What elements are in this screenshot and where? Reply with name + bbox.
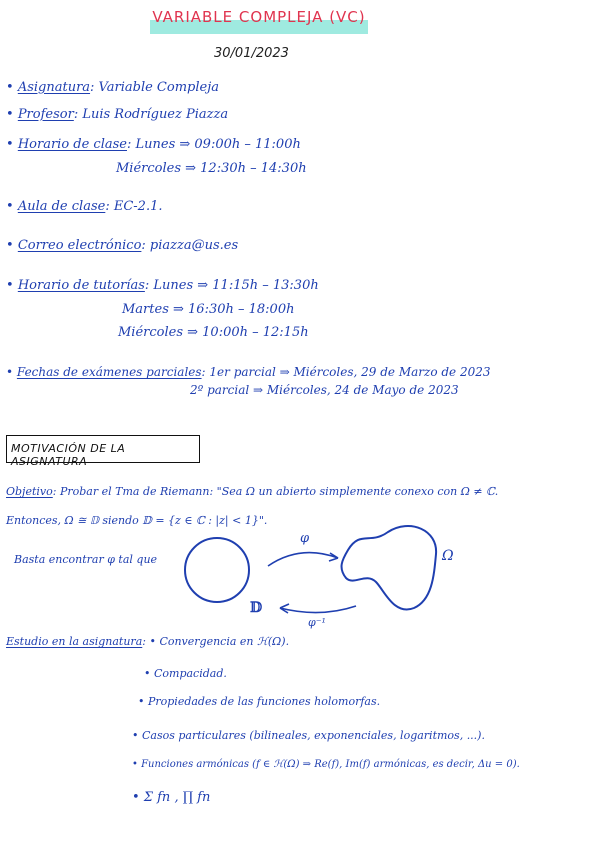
info-correo: • Correo electrónico: piazza@us.es — [6, 238, 239, 253]
info-aula: • Aula de clase: EC-2.1. — [6, 199, 163, 214]
objetivo-label: Objetivo — [6, 485, 53, 498]
correo-value: : piazza@us.es — [141, 238, 239, 253]
info-asignatura: • Asignatura: Variable Compleja — [6, 80, 219, 95]
profesor-label: Profesor — [17, 107, 74, 122]
omega-region — [342, 526, 437, 609]
fechas-line-1: : 1er parcial ⇒ Miércoles, 29 de Marzo de 2023 — [201, 365, 491, 379]
estudio-label: Estudio en la asignatura — [6, 635, 143, 648]
objetivo-line — [6, 485, 498, 498]
estudio-line-1 — [6, 635, 289, 648]
estudio-item-6: • Σ fn , ∏ fn — [132, 790, 211, 805]
tutorias-label: Horario de tutorías — [17, 278, 145, 293]
estudio-item-1: : • Convergencia en ℋ(Ω). — [142, 635, 290, 648]
estudio-item-2: • Compacidad. — [144, 667, 227, 680]
correo-label: Correo electrónico — [17, 238, 142, 253]
motivacion-heading-box — [6, 435, 200, 468]
tutorias-line-3: Miércoles ⇒ 10:00h – 12:15h — [118, 325, 309, 340]
asignatura-value: : Variable Compleja — [90, 80, 219, 95]
fechas-label: Fechas de exámenes parciales — [16, 365, 202, 379]
page-title: VARIABLE COMPLEJA (VC) — [152, 8, 366, 26]
objetivo-text: : Probar el Tma de Riemann: "Sea Ω un abierto simplemente conexo con Ω ≠ ℂ. — [52, 485, 499, 498]
omega-label: Ω — [442, 548, 454, 564]
title-block — [150, 8, 368, 36]
phi-inverse-arrow — [280, 606, 356, 613]
asignatura-label: Asignatura — [17, 80, 91, 95]
unit-disk — [185, 538, 249, 602]
horario-clase-line-2: Miércoles ⇒ 12:30h – 14:30h — [116, 161, 307, 176]
horario-clase-label: Horario de clase — [17, 137, 127, 152]
motivacion-heading: MOTIVACIÓN DE LA ASIGNATURA — [11, 442, 126, 468]
fechas-line-2: 2º parcial ⇒ Miércoles, 24 de Mayo de 2023 — [190, 383, 459, 397]
aula-label: Aula de clase — [17, 199, 106, 214]
aula-value: : EC-2.1. — [105, 199, 163, 214]
info-horario-tutorias: • Horario de tutorías: Lunes ⇒ 11:15h – 13:30h — [6, 278, 319, 293]
info-profesor: • Profesor: Luis Rodríguez Piazza — [6, 107, 229, 122]
entonces-line: Entonces, Ω ≅ 𝔻 siendo 𝔻 = {z ∈ ℂ : |z| < 1}". — [6, 514, 268, 527]
phi-label: φ — [300, 531, 310, 546]
horario-clase-line-1: : Lunes ⇒ 09:00h – 11:00h — [126, 137, 301, 152]
date: 30/01/2023 — [214, 46, 289, 61]
phi-arrow — [268, 553, 338, 566]
disk-label: 𝔻 — [250, 600, 263, 616]
phi-inverse-label: φ⁻¹ — [308, 616, 326, 629]
tutorias-line-2: Martes ⇒ 16:30h – 18:00h — [122, 302, 295, 317]
info-horario-clase: • Horario de clase: Lunes ⇒ 09:00h – 11:00h — [6, 137, 301, 152]
basta-line: Basta encontrar φ tal que — [14, 553, 158, 566]
tutorias-line-1: : Lunes ⇒ 11:15h – 13:30h — [144, 278, 319, 293]
riemann-mapping-diagram — [170, 520, 470, 630]
estudio-item-4: • Casos particulares (bilineales, exponenciales, logaritmos, ...). — [132, 729, 485, 742]
profesor-value: : Luis Rodríguez Piazza — [73, 107, 229, 122]
estudio-item-5: • Funciones armónicas (f ∈ ℋ(Ω) ⇒ Re(f), Im(f) armónicas, es decir, Δu = 0). — [132, 759, 520, 770]
info-fechas: • Fechas de exámenes parciales: 1er parcial ⇒ Miércoles, 29 de Marzo de 2023 — [6, 365, 491, 379]
estudio-item-3: • Propiedades de las funciones holomorfas. — [138, 695, 381, 708]
